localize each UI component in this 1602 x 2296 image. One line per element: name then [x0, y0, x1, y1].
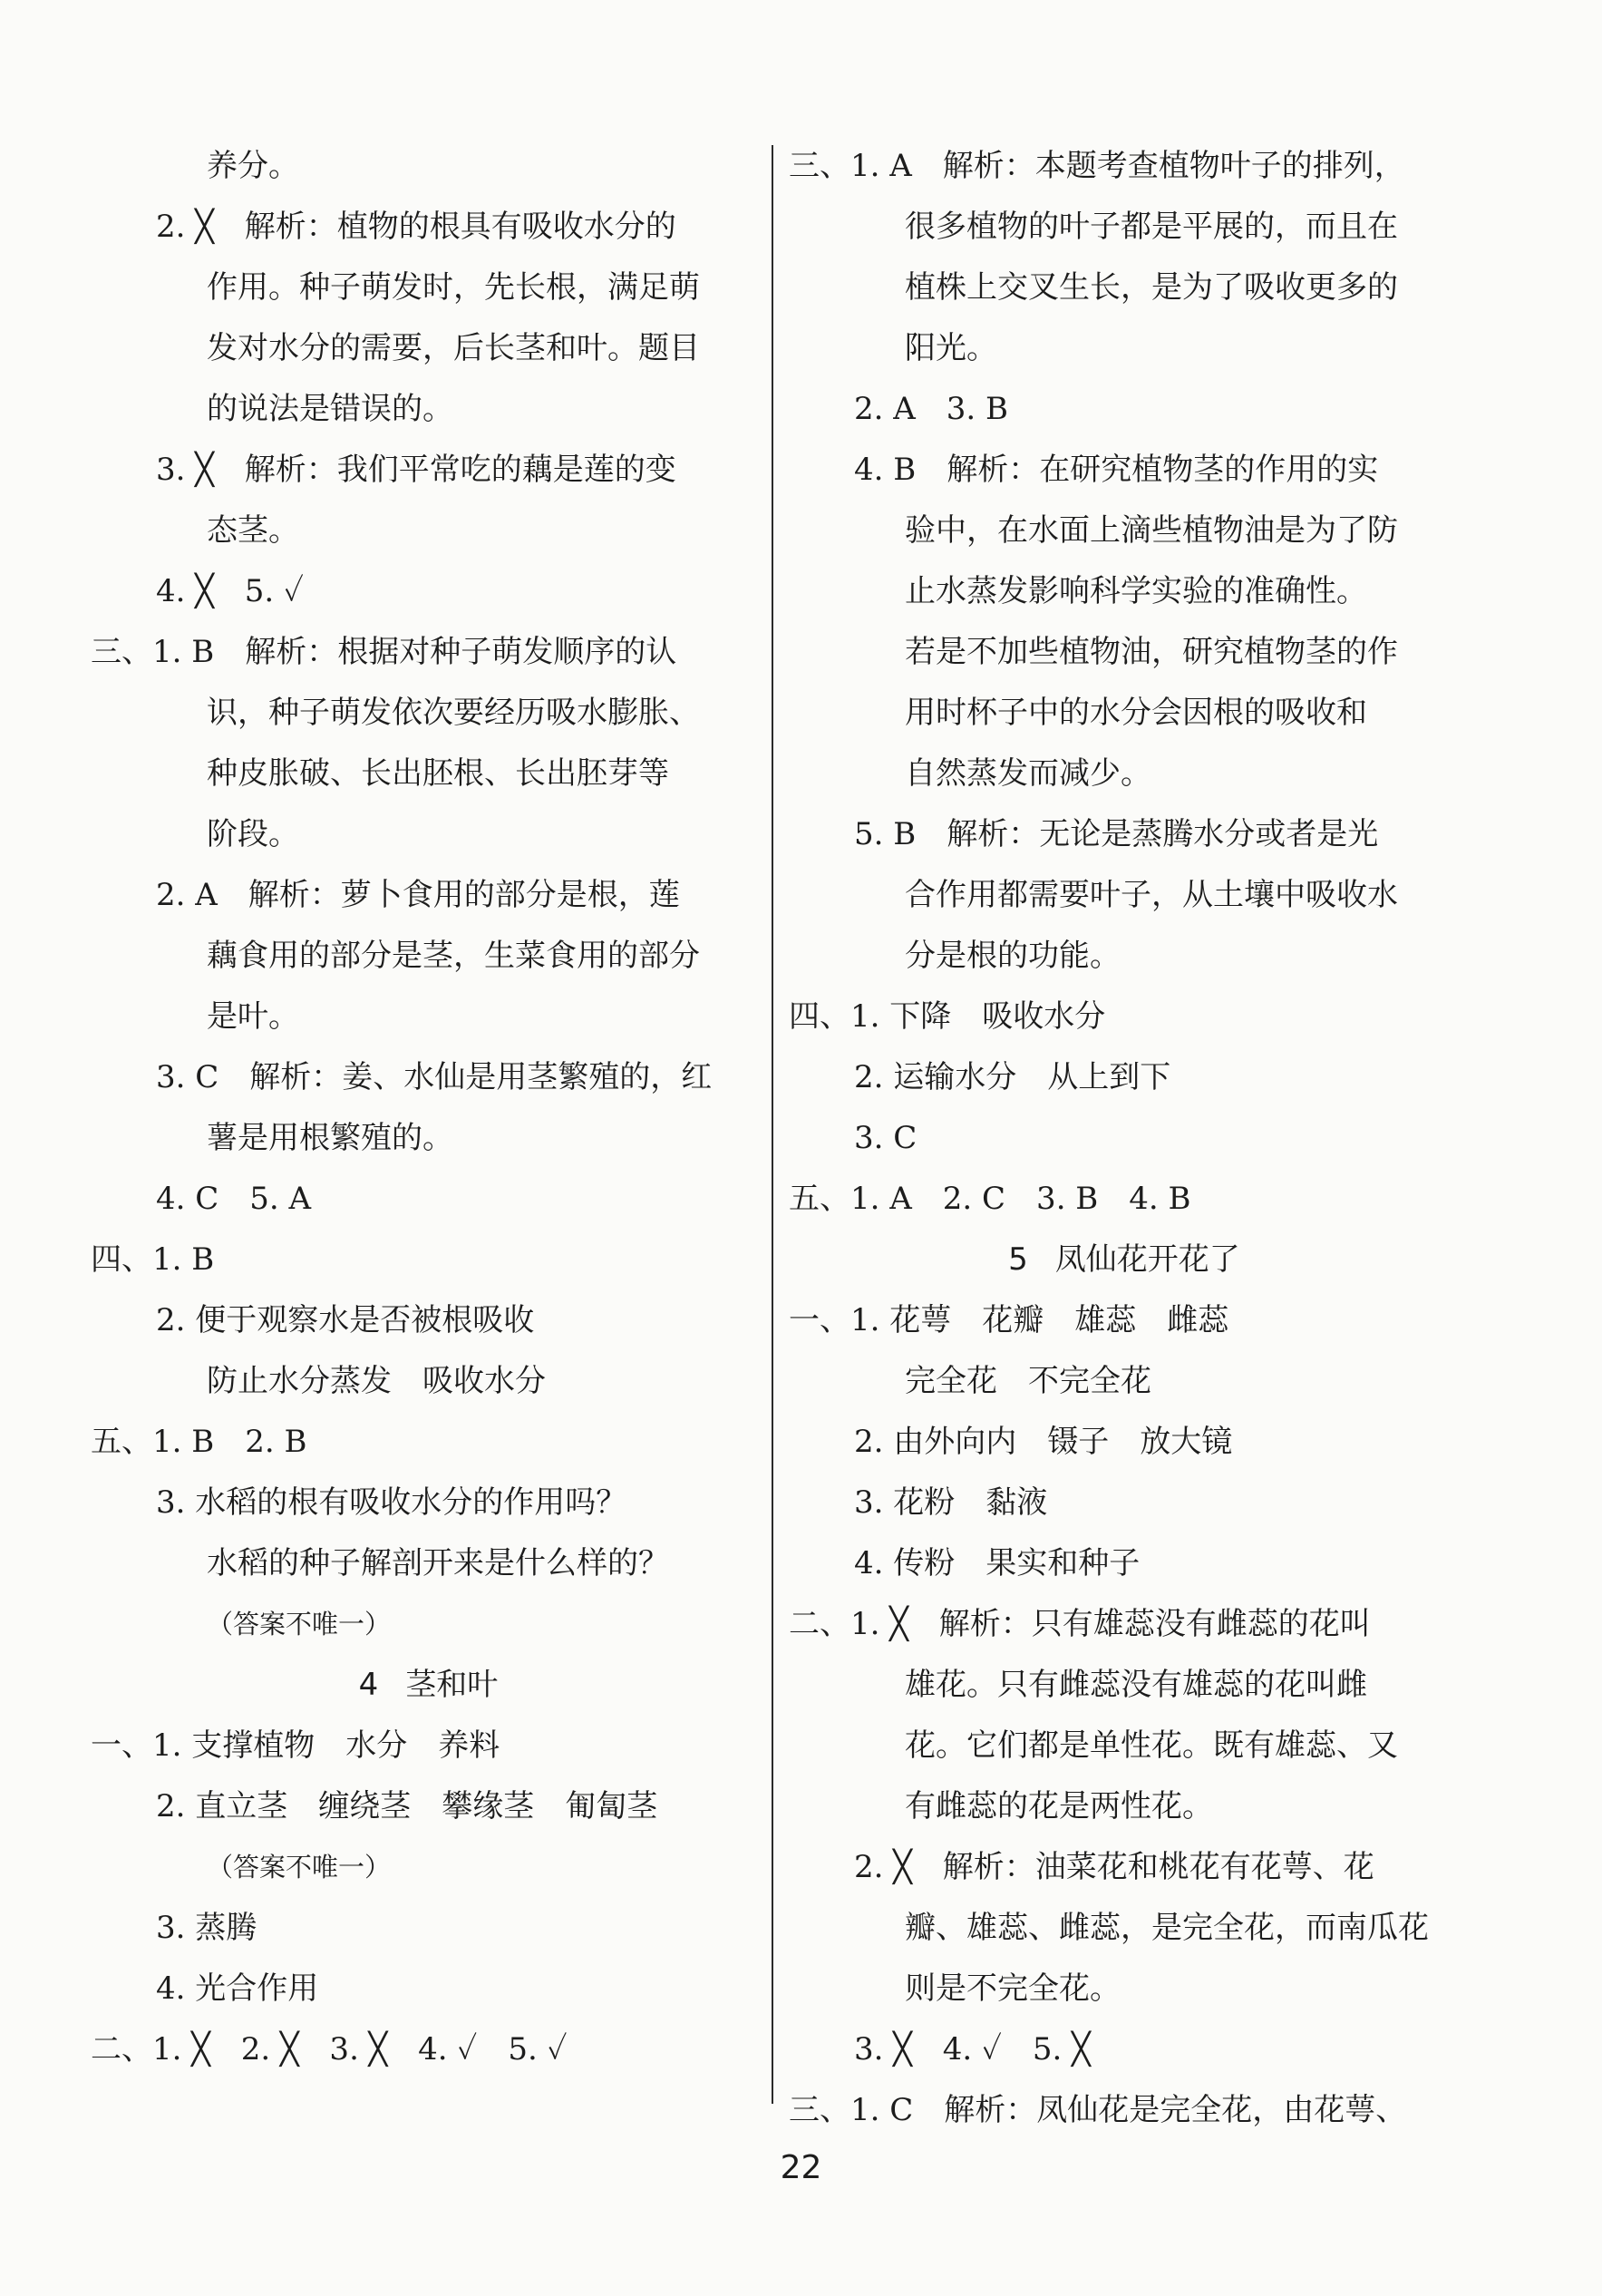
answer-line: 2. 运输水分 从上到下 — [854, 1059, 1171, 1095]
answer-line: 4. 光合作用 — [156, 1970, 319, 2007]
answer-line: 三、1. C 解析：凤仙花是完全花，由花萼、 — [789, 2092, 1407, 2128]
answer-line: （答案不唯一） — [207, 1852, 392, 1883]
page-number: 22 — [780, 2149, 822, 2186]
left-column — [91, 136, 766, 2080]
answer-line: 若是不加些植物油，研究植物茎的作 — [905, 634, 1398, 670]
section-title: 茎和叶 — [405, 1667, 499, 1703]
answer-line: 2. ╳ 解析：油菜花和桃花有花萼、花 — [854, 1849, 1374, 1885]
answer-line: 阶段。 — [207, 816, 299, 852]
answer-line: 防止水分蒸发 吸收水分 — [207, 1363, 546, 1399]
answer-line: 四、1. B — [91, 1241, 215, 1278]
answer-line: 3. 水稻的根有吸收水分的作用吗？ — [156, 1484, 627, 1521]
answer-line: 3. 蒸腾 — [156, 1910, 257, 1946]
section-heading — [91, 1655, 766, 1716]
answer-line: 发对水分的需要，后长茎和叶。题目 — [207, 330, 700, 366]
answer-line: 五、1. A 2. C 3. B 4. B — [789, 1181, 1191, 1217]
answer-line: 2. ╳ 解析：植物的根具有吸收水分的 — [156, 209, 676, 245]
answer-line: 识，种子萌发依次要经历吸水膨胀、 — [207, 695, 700, 731]
answer-line: 一、1. 花萼 花瓣 雄蕊 雌蕊 — [789, 1302, 1229, 1338]
answer-line: 二、1. ╳ 解析：只有雄蕊没有雌蕊的花叫 — [789, 1606, 1371, 1642]
answer-line: 态茎。 — [207, 512, 299, 549]
answer-line: 2. A 解析：萝卜食用的部分是根，莲 — [156, 877, 680, 913]
answer-line: 二、1. ╳ 2. ╳ 3. ╳ 4. ✓ 5. ✓ — [91, 2031, 568, 2067]
column-divider — [772, 145, 773, 2104]
section-title: 凤仙花开花了 — [1054, 1241, 1240, 1278]
answer-line: 2. 由外向内 镊子 放大镜 — [854, 1424, 1233, 1460]
answer-line: 薯是用根繁殖的。 — [207, 1120, 453, 1156]
answer-line: 则是不完全花。 — [905, 1970, 1121, 2007]
right-column — [789, 136, 1460, 2141]
answer-line: 养分。 — [207, 148, 299, 184]
answer-line: 三、1. B 解析：根据对种子萌发顺序的认 — [91, 634, 677, 670]
answer-line: 一、1. 支撑植物 水分 养料 — [91, 1727, 500, 1764]
answer-line: 3. 花粉 黏液 — [854, 1484, 1048, 1521]
answer-line: 2. A 3. B — [854, 391, 1009, 427]
answer-line: 3. ╳ 4. ✓ 5. ╳ — [854, 2031, 1091, 2067]
section-heading — [789, 1230, 1460, 1290]
answer-line: 3. C — [854, 1120, 918, 1156]
answer-line: 2. 直立茎 缠绕茎 攀缘茎 匍匐茎 — [156, 1788, 658, 1824]
section-number: 4 — [358, 1667, 379, 1703]
answer-line: 花。它们都是单性花。既有雄蕊、又 — [905, 1727, 1398, 1764]
answer-line: 合作用都需要叶子，从土壤中吸收水 — [905, 877, 1398, 913]
answer-line: 植株上交叉生长，是为了吸收更多的 — [905, 269, 1398, 306]
answer-line: 3. C 解析：姜、水仙是用茎繁殖的，红 — [156, 1059, 713, 1095]
answer-line: 水稻的种子解剖开来是什么样的？ — [207, 1545, 669, 1581]
answer-line: 有雌蕊的花是两性花。 — [905, 1788, 1213, 1824]
answer-line: 自然蒸发而减少。 — [905, 755, 1151, 792]
answer-line: 完全花 不完全花 — [905, 1363, 1151, 1399]
answer-line: 是叶。 — [207, 998, 299, 1035]
answer-line: 分是根的功能。 — [905, 938, 1121, 974]
answer-line: 作用。种子萌发时，先长根，满足萌 — [207, 269, 700, 306]
answer-line: 雄花。只有雌蕊没有雄蕊的花叫雌 — [905, 1667, 1367, 1703]
answer-line: 4. C 5. A — [156, 1181, 312, 1217]
answer-line: 4. 传粉 果实和种子 — [854, 1545, 1141, 1581]
answer-line: 止水蒸发影响科学实验的准确性。 — [905, 573, 1367, 609]
answer-line: 的说法是错误的。 — [207, 391, 453, 427]
answer-line: 4. ╳ 5. ✓ — [156, 573, 304, 609]
answer-line: 3. ╳ 解析：我们平常吃的藕是莲的变 — [156, 452, 676, 488]
answer-line: 藕食用的部分是茎，生菜食用的部分 — [207, 938, 700, 974]
answer-line: （答案不唯一） — [207, 1609, 392, 1639]
answer-line: 2. 便于观察水是否被根吸收 — [156, 1302, 535, 1338]
answer-line: 五、1. B 2. B — [91, 1424, 307, 1460]
answer-line: 验中，在水面上滴些植物油是为了防 — [905, 512, 1398, 549]
answer-line: 三、1. A 解析：本题考查植物叶子的排列， — [789, 148, 1405, 184]
answer-line: 种皮胀破、长出胚根、长出胚芽等 — [207, 755, 669, 792]
section-number: 5 — [1008, 1241, 1028, 1278]
answer-line: 用时杯子中的水分会因根的吸收和 — [905, 695, 1367, 731]
answer-line: 瓣、雄蕊、雌蕊，是完全花，而南瓜花 — [905, 1910, 1429, 1946]
answer-line: 4. B 解析：在研究植物茎的作用的实 — [854, 452, 1379, 488]
answer-line: 5. B 解析：无论是蒸腾水分或者是光 — [854, 816, 1379, 852]
answer-line: 阳光。 — [905, 330, 997, 366]
answer-line: 四、1. 下降 吸收水分 — [789, 998, 1106, 1035]
answer-line: 很多植物的叶子都是平展的，而且在 — [905, 209, 1398, 245]
